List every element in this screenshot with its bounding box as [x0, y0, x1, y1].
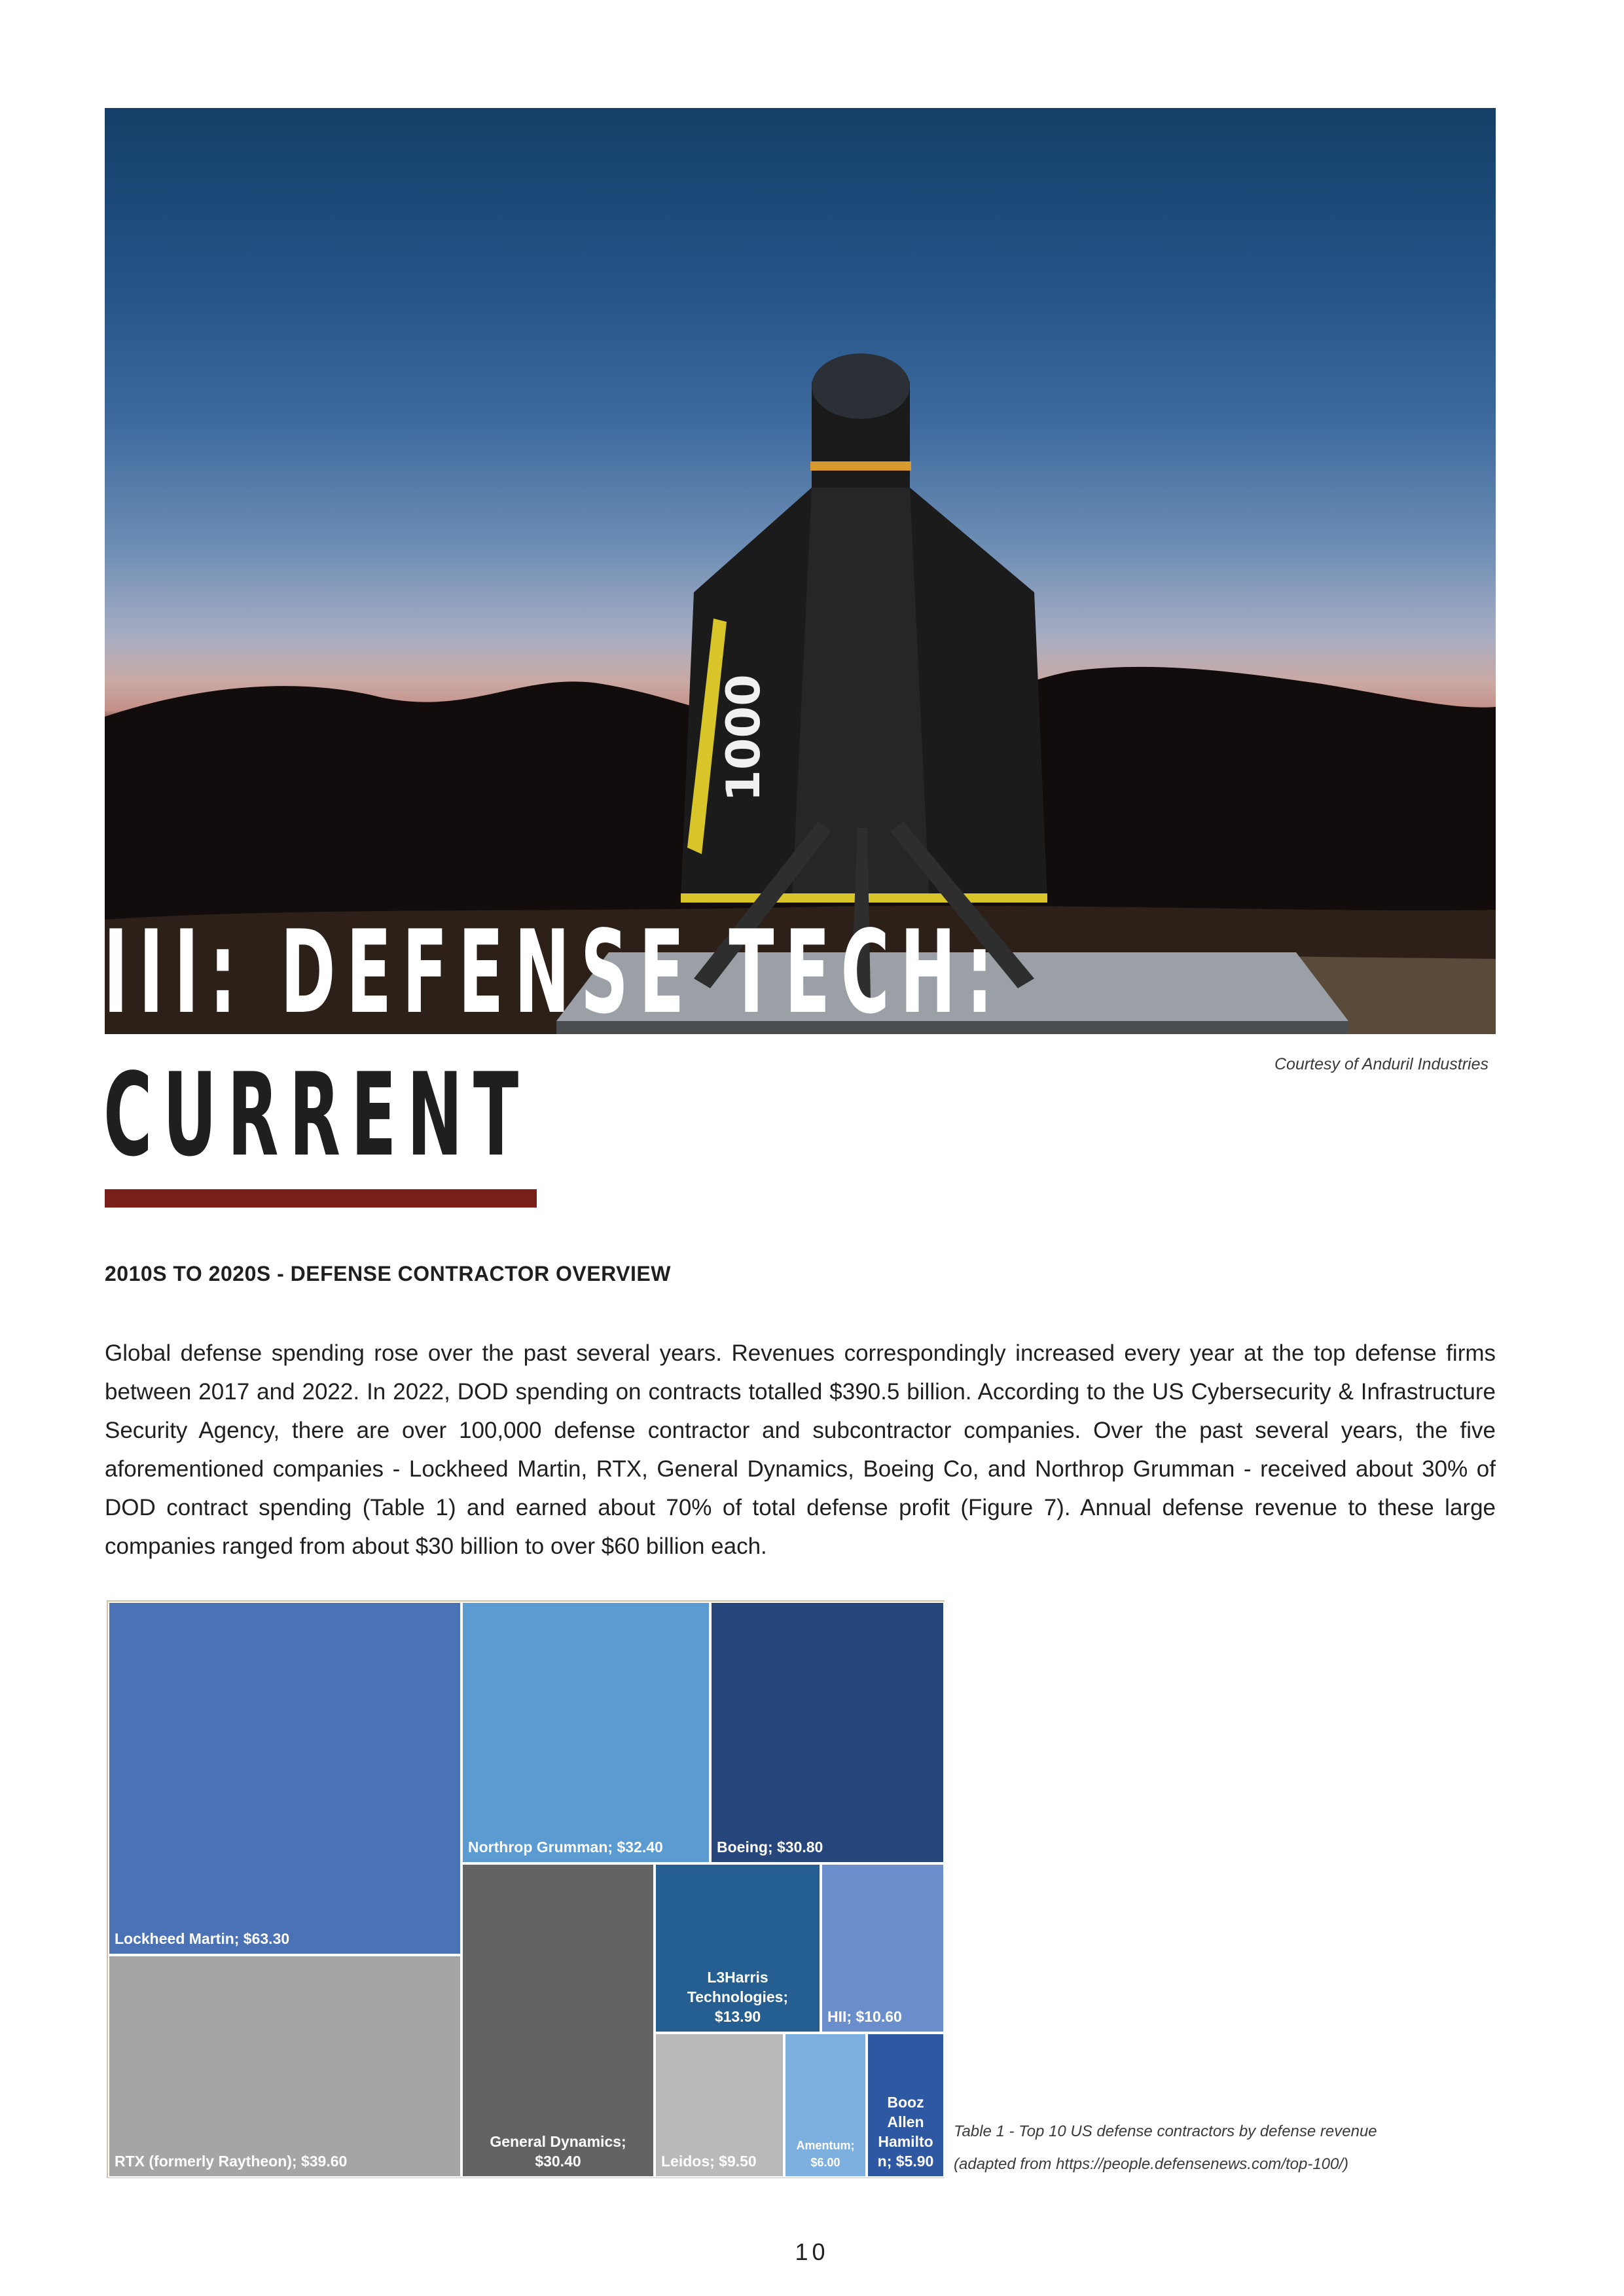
treemap-tile-label: RTX (formerly Raytheon); $39.60: [115, 2153, 348, 2170]
treemap-tile: [655, 1863, 821, 2033]
treemap-tile: [784, 2033, 867, 2178]
page-number: 10: [795, 2238, 829, 2265]
treemap-tile-label: Booz Allen Hamilto n; $5.90: [877, 2094, 934, 2170]
treemap-tile-label: Lockheed Martin; $63.30: [115, 1930, 290, 1947]
table-caption-line-1: Table 1 - Top 10 US defense contractors by defense revenue: [954, 2123, 1377, 2140]
treemap-tile: [108, 1955, 461, 2178]
treemap-tile-label: L3Harris Technologies; $13.90: [687, 1969, 789, 2025]
table-caption-line-2: (adapted from https://people.defensenews.com/top-100/): [954, 2155, 1349, 2173]
treemap-tile: [461, 1602, 710, 1863]
tail-number: 1000: [717, 674, 770, 802]
treemap-tile-label: Boeing; $30.80: [717, 1839, 823, 1856]
treemap-tile: [108, 1602, 461, 1955]
treemap-tile-label: General Dynamics; $30.40: [490, 2133, 626, 2170]
treemap-tile-label: Leidos; $9.50: [661, 2153, 757, 2170]
drone-photo-icon: [105, 108, 1496, 1034]
treemap-tile: [655, 2033, 784, 2178]
hero-photo: [105, 108, 1496, 1034]
treemap-tile-label: HII; $10.60: [827, 2008, 902, 2025]
contractor-revenue-treemap: [107, 1600, 945, 2178]
treemap-tile: [867, 2033, 945, 2178]
chapter-title-line-2: CURRENT: [103, 1049, 530, 1182]
treemap-tile-label: Amentum; $6.00: [796, 2139, 855, 2169]
table-caption: [954, 2115, 1377, 2181]
treemap-tile-label: Northrop Grumman; $32.40: [468, 1839, 663, 1856]
section-heading: 2010S TO 2020S - DEFENSE CONTRACTOR OVERVIEW: [105, 1262, 671, 1285]
treemap-tile: [461, 1863, 655, 2178]
treemap-tile: [710, 1602, 945, 1863]
treemap-tile: [821, 1863, 945, 2033]
title-accent-rule: [105, 1189, 537, 1208]
chapter-title-line-1: III: DEFENSE TECH:: [103, 906, 1004, 1039]
chapter-title: [103, 902, 1003, 1187]
body-paragraph: Global defense spending rose over the past several years. Revenues correspondingly increased every year at the top defense firms between 2017 and 2022. In 2022, DOD spending on contracts totalled $390.5 billion. According to the US Cybersecurity & Infrastructure Security Agency, there are over 100,000 defense contractor and subcontractor companies. Over the past several years, the five aforementioned companies - Lockheed Martin, RTX, General Dynamics, Boeing Co, and Northrop Grumman - received about 30% of DOD contract spending (Table 1) and earned about 70% of total defense profit (Figure 7). Annual defense revenue to these large companies ranged from about $30 billion to over $60 billion each.: [105, 1340, 1496, 1559]
photo-credit: Courtesy of Anduril Industries: [1274, 1055, 1489, 1073]
